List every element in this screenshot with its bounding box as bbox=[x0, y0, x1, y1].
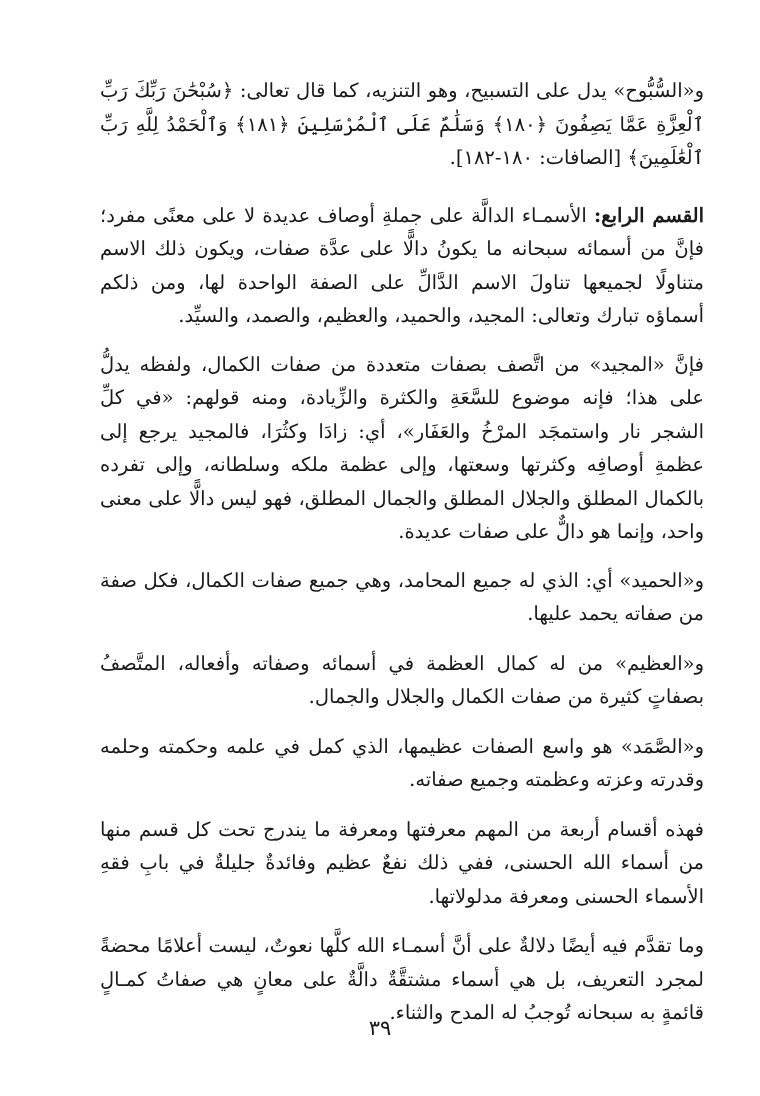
paragraph-majeed bbox=[100, 348, 704, 549]
paragraph-four-sections-summary bbox=[100, 813, 704, 914]
paragraph-text: و«العظيم» من له كمال العظمة في أسمائه وصفاته وأفعاله، المتَّصفُ بصفاتٍ كثيرة من صفات الكمال والجلال والجمال. bbox=[100, 651, 704, 708]
paragraph-text: و«السُّبُّوح» يدل على التسبيح، وهو التنزيه، كما قال تعالى: ﴿سُبْحَٰنَ رَبِّكَ رَبِّ ٱلْعِزَّةِ عَمَّا يَصِفُونَ ﴿١٨٠﴾ وَسَلَٰمٌ عَلَى ٱلْمُرْسَلِينَ ﴿١٨١﴾ وَٱلْحَمْدُ لِلَّهِ رَبِّ ٱلْعَٰلَمِينَ﴾ [الصافات: ١٨٠-١٨٢]. bbox=[100, 79, 705, 169]
paragraph-adheem bbox=[100, 647, 704, 714]
paragraph-samad bbox=[100, 730, 704, 797]
paragraph-text: فإنَّ «المجيد» من اتَّصف بصفات متعددة من صفات الكمال، ولفظه يدلُّ على هذا؛ فإنه موضوع للسَّعَةِ والكثرة والزِّيادة، ومنه قولهم: «في كلِّ الشجر نار واستمجَد المرْخُ والعَفَار»، أي: زادَا وكثُرَا، فالمجيد يرجع إلى عظمةِ أوصافِه وكثرتها وسعتها، وإلى عظمة ملكه وسلطانه، وإلى تفرده بالكمال المطلق والجلال المطلق والجمال المطلق، فهو ليس دالًّا على معنى واحد، وإنما هو دالٌّ على صفات عديدة. bbox=[100, 352, 704, 543]
paragraph-names-are-attributes bbox=[100, 929, 704, 1030]
paragraph-hameed bbox=[100, 564, 704, 631]
paragraph-text: و«الصَّمَد» هو واسع الصفات عظيمها، الذي كمل في علمه وحكمته وحلمه وقدرته وعزته وعظمته وجميع صفاته. bbox=[100, 734, 704, 791]
page-number: ٣٩ bbox=[368, 1016, 392, 1040]
paragraph-text: و«الحميد» أي: الذي له جميع المحامد، وهي جميع صفات الكمال، فكل صفة من صفاته يحمد عليها. bbox=[100, 568, 704, 625]
paragraph-subbuh bbox=[100, 74, 704, 175]
paragraph-text: وما تقدَّم فيه أيضًا دلالةٌ على أنَّ أسمـاء الله كلَّها نعوتٌ، ليست أعلامًا محضةً لمجرد التعريف، بل هي أسماء مشتقَّةٌ دالَّةٌ على معانٍ هي صفاتُ كمـالٍ قائمةٍ به سبحانه تُوجبُ له المدح والثناء. bbox=[100, 934, 704, 1024]
section-heading: القسم الرابع: bbox=[594, 203, 704, 227]
paragraph-fourth-section bbox=[100, 199, 704, 333]
paragraph-text: الأسمـاء الدالَّة على جملةِ أوصاف عديدة لا على معنًى مفرد؛ فإنَّ من أسمائه سبحانه ما يكونُ دالًّا على عدَّة صفات، ويكون ذلك الاسم متناولًا لجميعها تناولَ الاسم الدَّالِّ على الصفة الواحدة لها، ومن ذلكم أسماؤه تبارك وتعالى: المجيد، والحميد، والعظيم، والصمد، والسيِّد. bbox=[100, 203, 704, 327]
body-text bbox=[100, 74, 704, 1045]
paragraph-text: فهذه أقسام أربعة من المهم معرفتها ومعرفة ما يندرج تحت كل قسم منها من أسماء الله الحسنى، ففي ذلك نفعٌ عظيم وفائدةٌ جليلةٌ في بابِ فقهِ الأسماء الحسنى ومعرفة مدلولاتها. bbox=[100, 817, 704, 908]
